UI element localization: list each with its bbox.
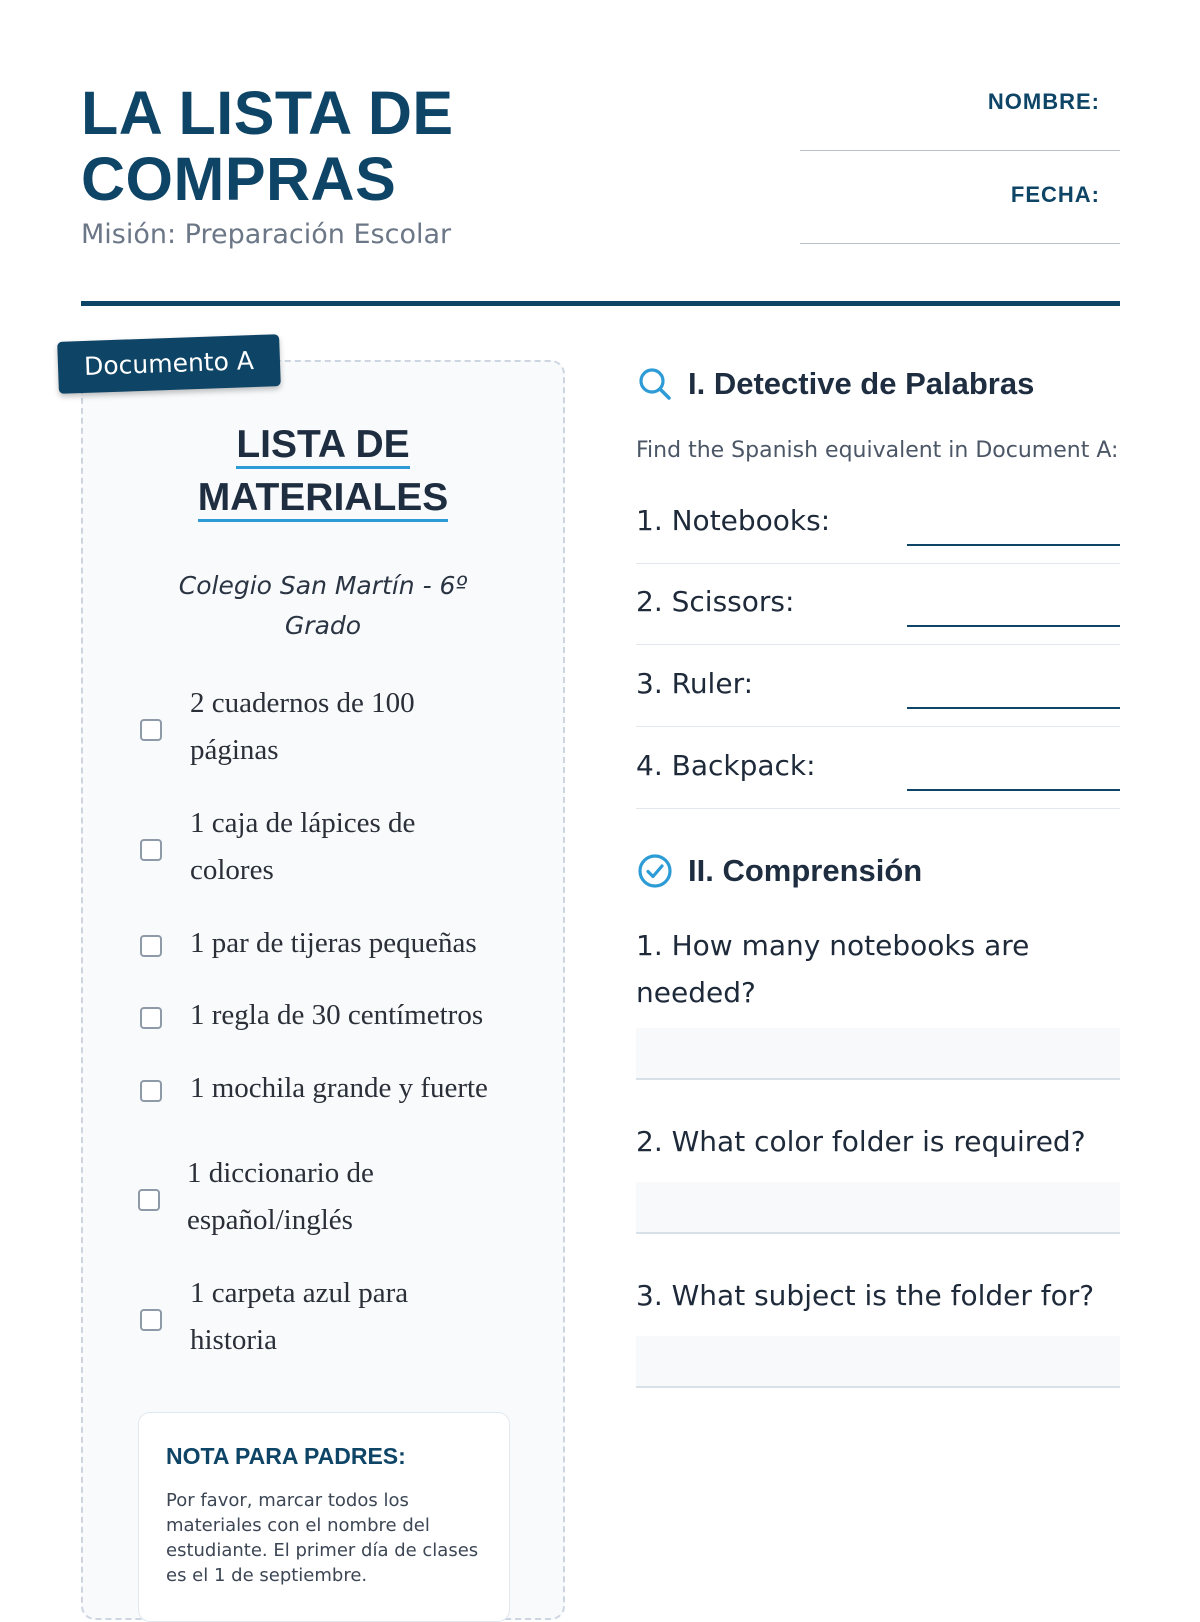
vocab-row (636, 729, 1120, 809)
answer-field[interactable] (636, 1182, 1120, 1234)
vocab-question: 2. Scissors: (636, 585, 795, 618)
comprehension-question: 2. What color folder is required? (636, 1125, 1086, 1158)
search-icon (637, 366, 673, 402)
checkbox[interactable] (140, 1007, 162, 1029)
name-label: NOMBRE: (987, 89, 1100, 114)
school-name (81, 566, 565, 646)
answer-blank[interactable] (907, 625, 1120, 627)
checkbox[interactable] (140, 839, 162, 861)
name-field[interactable] (800, 150, 1120, 151)
list-item-text: 1 mochila grande y fuerte (190, 1072, 488, 1104)
section-instruction: Find the Spanish equivalent in Document A: (636, 438, 1119, 463)
page-title-line-1: LA LISTA DE (81, 79, 454, 147)
document-title-line-2: MATERIALES (198, 476, 449, 522)
comprehension-question: 1. How many notebooks are needed? (636, 929, 1030, 1009)
page-subtitle: Misión: Preparación Escolar (81, 219, 452, 250)
comprehension-question: 3. What subject is the folder for? (636, 1279, 1095, 1312)
list-item-text: 1 regla de 30 centímetros (190, 999, 484, 1031)
checkbox[interactable] (140, 719, 162, 741)
page-title-line-2: COMPRAS (81, 145, 397, 213)
note-title: NOTA PARA PADRES: (166, 1443, 406, 1469)
school-line-2: Grado (284, 611, 362, 640)
vocab-question: 3. Ruler: (636, 667, 754, 700)
answer-blank[interactable] (907, 789, 1120, 791)
answer-field[interactable] (636, 1336, 1120, 1388)
document-title-line-1: LISTA DE (236, 423, 409, 469)
checkbox[interactable] (138, 1189, 160, 1211)
list-item-text: 2 cuadernos de 100 páginas (190, 687, 415, 766)
vocab-question: 1. Notebooks: (636, 504, 831, 537)
answer-blank[interactable] (907, 707, 1120, 709)
checkbox[interactable] (140, 1309, 162, 1331)
vocab-row (636, 565, 1120, 645)
vocab-row (636, 484, 1120, 564)
section-title-comprehension: II. Comprensión (688, 853, 923, 888)
answer-blank[interactable] (907, 544, 1120, 546)
header-divider (81, 301, 1120, 306)
section-title-vocabulary: I. Detective de Palabras (688, 366, 1035, 401)
note-body: Por favor, marcar todos los materiales con el nombre del estudiante. El primer día de clases es el 1 de septiembre. (166, 1490, 479, 1586)
answer-field[interactable] (636, 1028, 1120, 1080)
school-line-1: Colegio San Martín - 6º (178, 571, 468, 600)
checkbox[interactable] (140, 935, 162, 957)
list-item-text: 1 caja de lápices de colores (190, 807, 416, 886)
page-title (81, 80, 454, 212)
list-item-text: 1 diccionario de español/inglés (187, 1157, 374, 1236)
checkbox[interactable] (140, 1080, 162, 1102)
date-label: FECHA: (1010, 182, 1100, 207)
document-title (81, 418, 565, 524)
vocab-row (636, 647, 1120, 727)
check-circle-icon (637, 853, 673, 889)
document-tab: Documento A (57, 334, 281, 394)
date-field[interactable] (800, 243, 1120, 244)
list-item-text: 1 par de tijeras pequeñas (190, 927, 477, 959)
list-item-text: 1 carpeta azul para historia (190, 1277, 409, 1356)
vocab-question: 4. Backpack: (636, 749, 816, 782)
